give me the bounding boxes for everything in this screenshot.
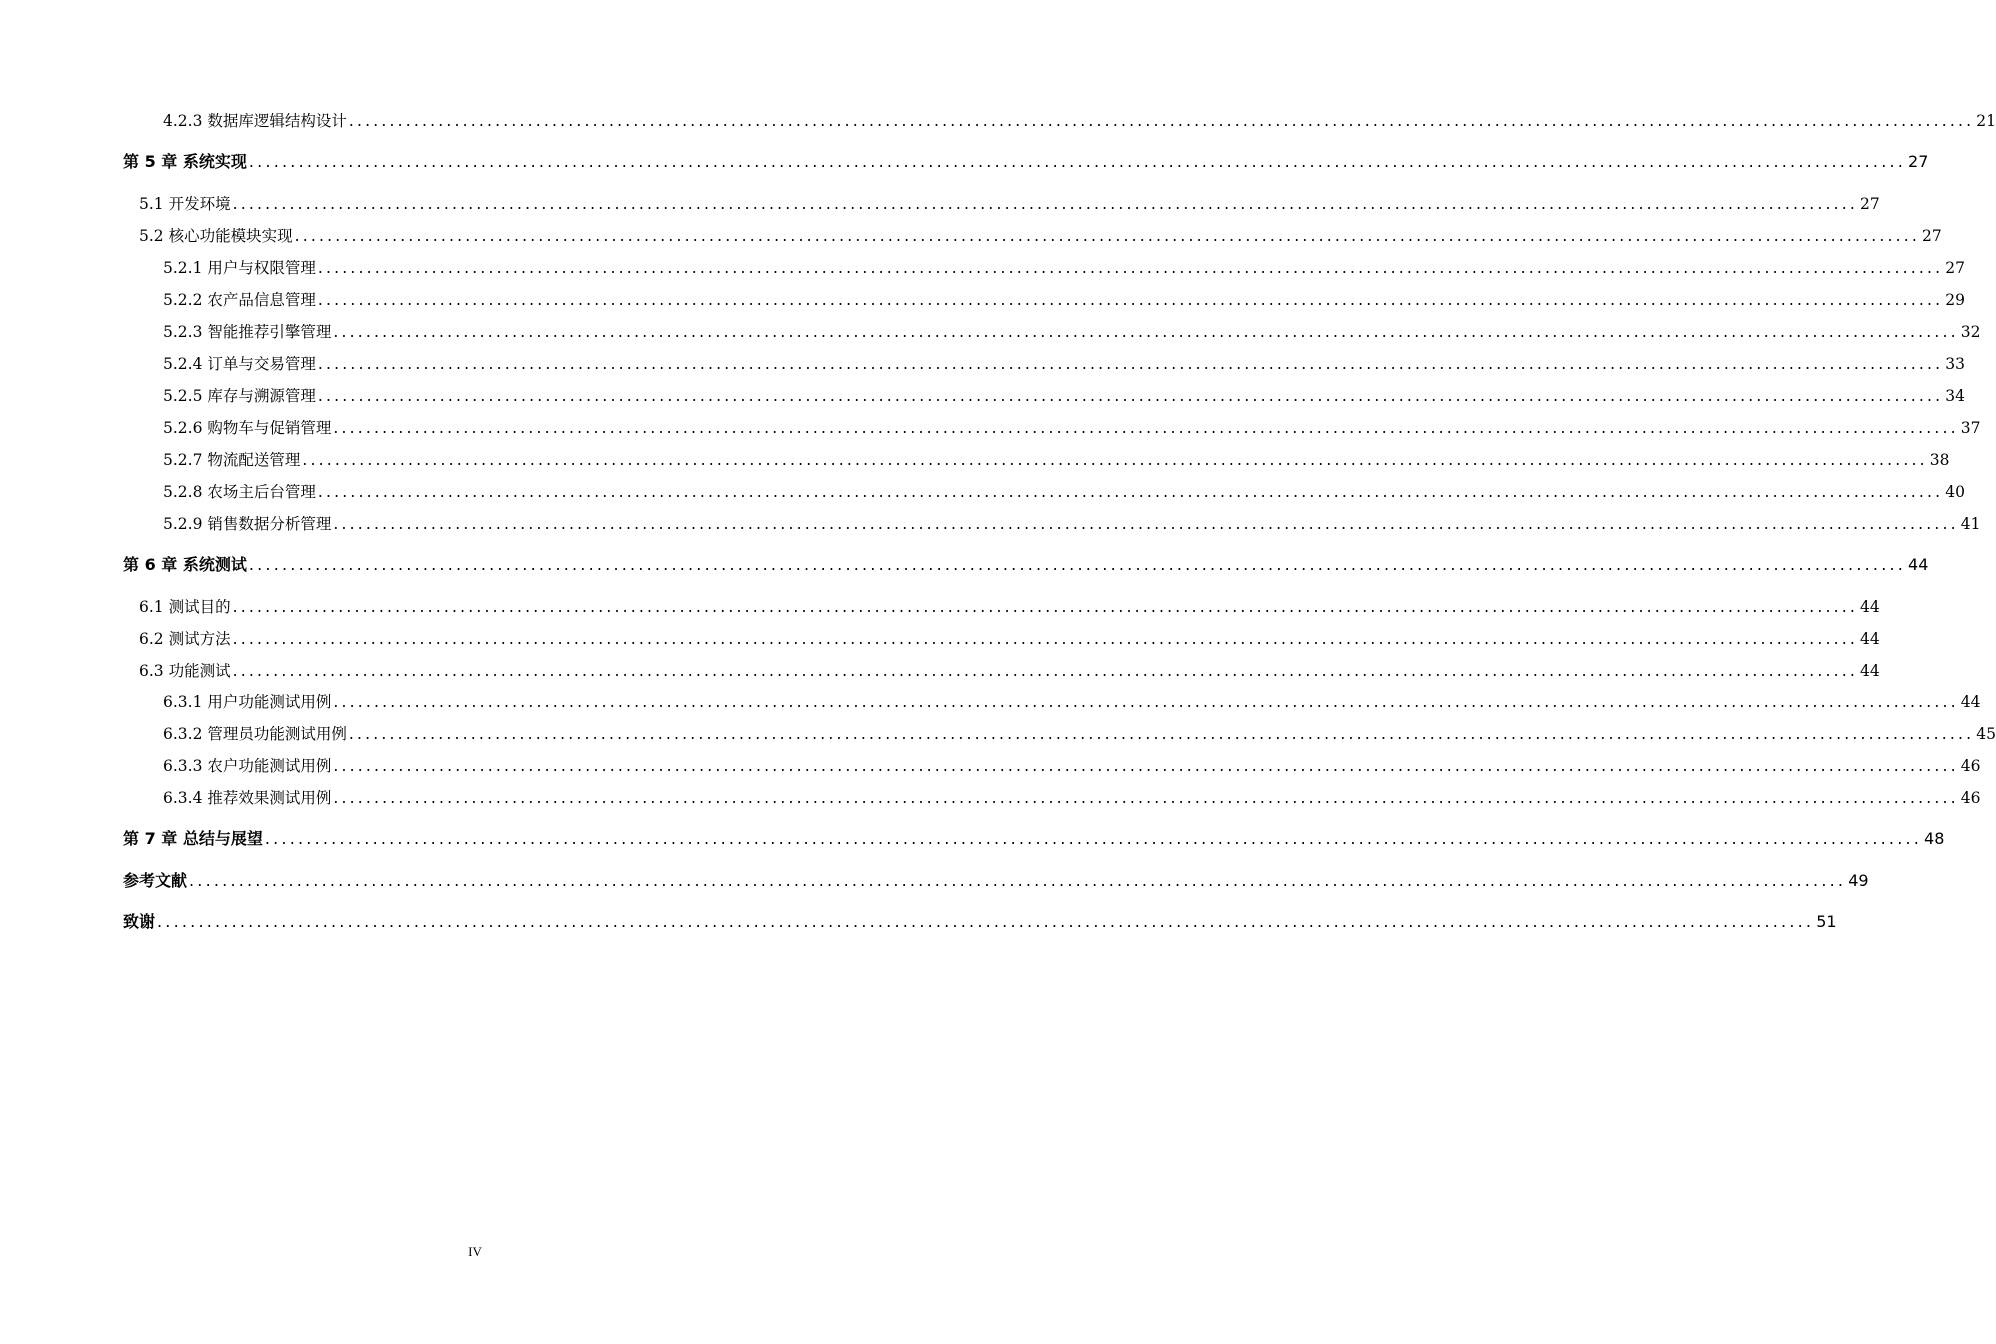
toc-entry-title: 第 7 章 总结与展望 [123,829,263,848]
toc-dot-leader: ........................................................................................................................................................................................................ [333,515,1959,533]
toc-entry-title: 5.2.3 智能推荐引擎管理 [163,323,332,341]
toc-entry-page: 44 [1960,693,1981,711]
toc-dot-leader: ........................................................................................................................................................................................................ [317,259,1944,277]
toc-entry-page: 45 [1976,725,1996,743]
toc-dot-leader: ........................................................................................................................................................................................................ [317,355,1944,373]
toc-dot-leader: ........................................................................................................................................................................................................ [333,419,1959,437]
toc-dot-leader: ........................................................................................................................................................................................................ [232,195,1858,213]
toc-entry [123,151,1929,173]
toc-entry-title: 6.3.2 管理员功能测试用例 [163,725,347,743]
toc-entry-title: 第 6 章 系统测试 [123,555,247,574]
toc-entry-title: 5.1 开发环境 [139,195,231,213]
toc-dot-leader: ........................................................................................................................................................................................................ [294,227,1920,245]
toc-entry-page: 41 [1960,515,1981,533]
toc-dot-leader: ........................................................................................................................................................................................................ [248,555,1907,574]
toc-entry [139,628,1880,650]
toc-dot-leader: ........................................................................................................................................................................................................ [317,387,1944,405]
toc-entry-page: 34 [1945,387,1966,405]
toc-entry-page: 46 [1960,789,1981,807]
toc-entry-page: 27 [1859,195,1880,213]
toc-entry [163,787,1981,809]
toc-entry [163,289,1966,311]
toc-entry-title: 4.2.3 数据库逻辑结构设计 [163,112,347,130]
toc-entry-title: 6.3.4 推荐效果测试用例 [163,789,332,807]
toc-entry-title: 5.2.4 订单与交易管理 [163,355,316,373]
toc-entry-page: 32 [1960,323,1981,341]
toc-dot-leader: ........................................................................................................................................................................................................ [232,630,1858,648]
toc-entry-page: 49 [1848,871,1869,890]
toc-dot-leader: ........................................................................................................................................................................................................ [248,152,1907,171]
toc-dot-leader: ........................................................................................................................................................................................................ [317,483,1944,501]
toc-entry-page: 21 [1976,112,1996,130]
toc-entry-title: 5.2.1 用户与权限管理 [163,259,316,277]
toc-entry-page: 46 [1960,757,1981,775]
toc-entry-title: 5.2.2 农产品信息管理 [163,291,316,309]
toc-dot-leader: ........................................................................................................................................................................................................ [264,829,1923,848]
toc-entry-page: 38 [1929,451,1950,469]
toc-entry [163,257,1966,279]
toc-dot-leader: ........................................................................................................................................................................................................ [333,757,1959,775]
toc-entry-page: 27 [1945,259,1966,277]
toc-entry-page: 48 [1924,829,1945,848]
toc-entry-page: 40 [1945,483,1966,501]
toc-entry [163,385,1966,407]
toc-entry-title: 6.1 测试目的 [139,598,231,616]
toc-entry [139,660,1880,682]
toc-entry-title: 6.2 测试方法 [139,630,231,648]
toc-entry [139,193,1880,215]
toc-entry [163,723,1996,745]
toc-entry-page: 33 [1945,355,1966,373]
toc-entry [163,513,1981,535]
toc-entry-page: 29 [1945,291,1966,309]
toc-entry-title: 参考文献 [123,871,188,890]
toc-entry-title: 5.2 核心功能模块实现 [139,227,293,245]
toc-entry [163,449,1950,471]
toc-entry-title: 6.3.3 农户功能测试用例 [163,757,332,775]
toc-dot-leader: ........................................................................................................................................................................................................ [317,291,1944,309]
toc-entry-title: 第 5 章 系统实现 [123,152,247,171]
toc-dot-leader: ........................................................................................................................................................................................................ [333,323,1959,341]
toc-entry-title: 致谢 [123,912,156,931]
toc-entry [123,870,1869,892]
toc-dot-leader: ........................................................................................................................................................................................................ [348,725,1975,743]
toc-entry-title: 6.3 功能测试 [139,662,231,680]
toc-entry-page: 44 [1859,598,1880,616]
toc-entry [163,110,1996,132]
toc-entry [163,353,1966,375]
toc-entry-title: 5.2.6 购物车与促销管理 [163,419,332,437]
toc-dot-leader: ........................................................................................................................................................................................................ [348,112,1975,130]
toc-entry [163,481,1966,503]
toc-entry [123,554,1929,576]
toc-entry-page: 44 [1908,555,1929,574]
toc-entry-title: 6.3.1 用户功能测试用例 [163,693,332,711]
toc-entry-page: 51 [1816,912,1837,931]
toc-entry [163,321,1981,343]
toc-entry-page: 27 [1908,152,1929,171]
toc-entry-page: 37 [1960,419,1981,437]
toc-dot-leader: ........................................................................................................................................................................................................ [232,598,1858,616]
toc-dot-leader: ........................................................................................................................................................................................................ [302,451,1928,469]
toc-entry-page: 44 [1859,630,1880,648]
toc-entry [163,691,1981,713]
toc-dot-leader: ........................................................................................................................................................................................................ [333,789,1959,807]
toc-entry [139,225,1942,247]
toc-dot-leader: ........................................................................................................................................................................................................ [157,912,1815,931]
toc-dot-leader: ........................................................................................................................................................................................................ [232,662,1858,680]
page-number: IV [468,1244,482,1259]
toc-entry-title: 5.2.9 销售数据分析管理 [163,515,332,533]
toc-entry [163,417,1981,439]
toc-entry [123,911,1837,933]
toc-dot-leader: ........................................................................................................................................................................................................ [189,871,1847,890]
toc-entry [139,596,1880,618]
toc-dot-leader: ........................................................................................................................................................................................................ [333,693,1959,711]
toc-entry-title: 5.2.7 物流配送管理 [163,451,301,469]
toc-entry-title: 5.2.5 库存与溯源管理 [163,387,316,405]
toc-entry-page: 27 [1921,227,1942,245]
toc-entry [123,828,1945,850]
toc-entry [163,755,1981,777]
toc-entry-page: 44 [1859,662,1880,680]
toc-entry-title: 5.2.8 农场主后台管理 [163,483,316,501]
